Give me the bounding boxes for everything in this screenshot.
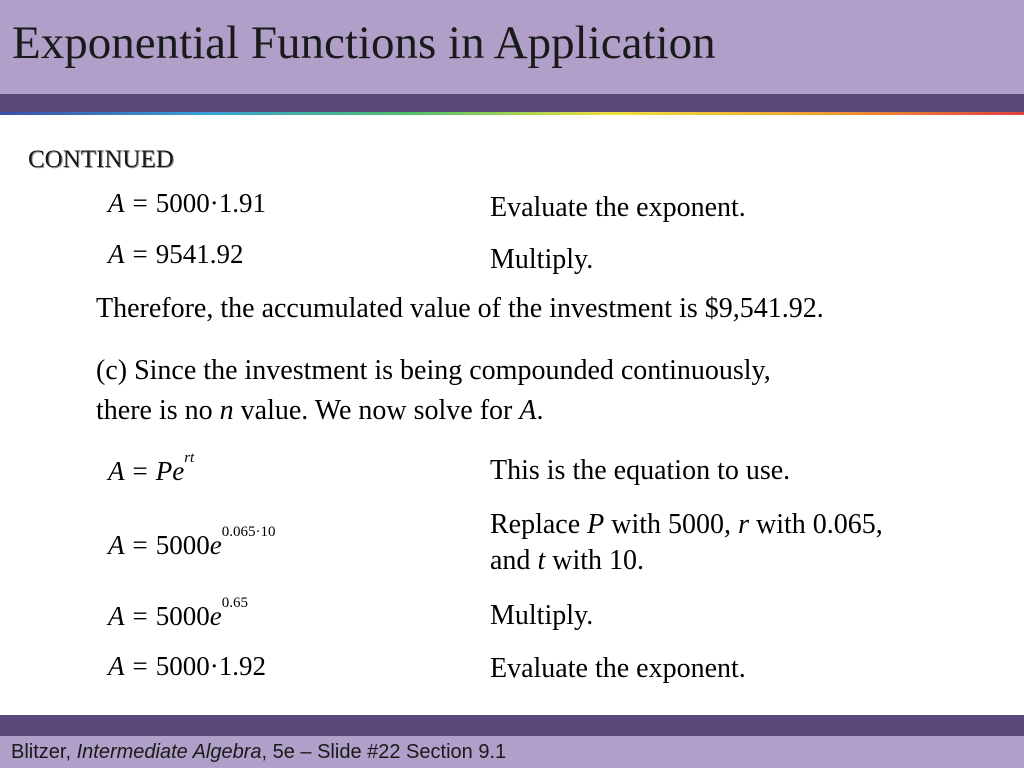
equation-c4: A = 5000·1.92	[108, 651, 266, 681]
part-c-intro	[96, 351, 771, 431]
note-c1: This is the equation to use.	[490, 455, 791, 486]
equation-c1: $A = Pe^{rt}$	[108, 450, 195, 486]
slide-title: Exponential Functions in Application	[12, 17, 716, 69]
note-c2: Replace P with 5000, r with 0.065, and t with 10.	[490, 509, 883, 576]
footer-citation: Blitzer, Intermediate Algebra, 5e – Slide #22 Section 9.1	[11, 741, 507, 763]
equation-c3: $A = 5000e^{0.65}$	[108, 595, 248, 631]
note-c3: Multiply.	[490, 600, 594, 631]
note-b1: Evaluate the exponent.	[490, 192, 746, 223]
note-c4: Evaluate the exponent.	[490, 653, 746, 684]
equation-c2: $A = 5000e^{0.065\cdot 10}$	[108, 524, 276, 560]
footer-stripe	[0, 715, 1024, 736]
part-c-intro-line-1: (c) Since the investment is being compounded continuously,	[96, 355, 771, 386]
part-c-intro-line-2: there is no n value. We now solve for A.	[96, 395, 544, 426]
continued-label: CONTINUED	[28, 146, 174, 173]
conclusion-text: Therefore, the accumulated value of the investment is $9,541.92.	[96, 293, 824, 324]
equation-b1: A = 5000·1.91	[108, 188, 266, 218]
eq-rhs: 5000·1.91	[155, 188, 266, 218]
eq-rhs: 9541.92	[155, 239, 244, 269]
rainbow-divider	[0, 112, 1024, 115]
title-stripe	[0, 94, 1024, 112]
note-b2: Multiply.	[490, 244, 594, 275]
equation-b2: A = 9541.92	[108, 239, 244, 269]
eq-lhs: A	[108, 188, 125, 218]
eq-lhs: A	[108, 239, 125, 269]
